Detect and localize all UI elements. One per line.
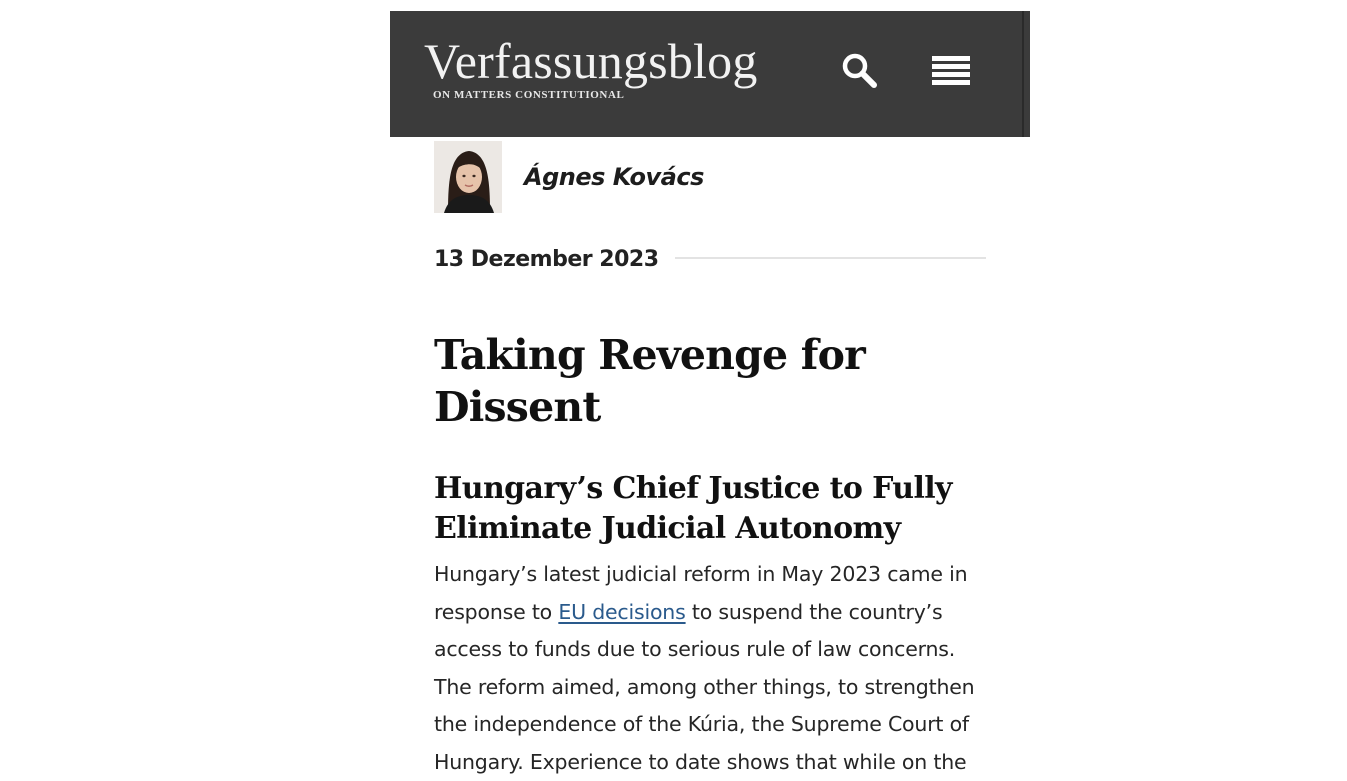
date-divider (675, 257, 986, 259)
publish-date: 13 Dezember 2023 (434, 247, 659, 272)
search-button[interactable] (838, 49, 882, 93)
menu-button[interactable] (928, 51, 974, 91)
body-text-part-1: Hungary’s latest judicial reform in May 2023 came in response to (434, 562, 968, 624)
author-portrait-icon (434, 141, 502, 213)
site-tagline: ON MATTERS CONSTITUTIONAL (433, 89, 625, 101)
eu-decisions-link[interactable]: EU decisions (558, 599, 686, 624)
mobile-viewport (390, 11, 1030, 774)
author-byline (434, 139, 704, 215)
article-title: Taking Revenge for Dissent (434, 331, 865, 431)
author-name[interactable]: Ágnes Kovács (524, 163, 704, 191)
site-header (390, 11, 1030, 137)
article-subtitle: Hungary’s Chief Justice to Fully Eliminate Judicial Autonomy (434, 471, 952, 546)
avatar[interactable] (434, 141, 502, 213)
article-dateline (434, 247, 986, 272)
hamburger-menu-icon (928, 51, 974, 91)
search-icon (838, 49, 882, 93)
article-body-paragraph (434, 556, 994, 781)
site-logo-link[interactable] (424, 33, 758, 101)
site-logo-text: Verfassungsblog (424, 33, 758, 89)
body-text-part-2: to suspend the country’s access to funds due to serious rule of law concerns. The reform aimed, among other things, to strengthen the independence of the Kúria, the Supreme Court of Hungary. Experience to date shows that while on the (434, 599, 975, 774)
header-edge-divider (1022, 11, 1024, 137)
